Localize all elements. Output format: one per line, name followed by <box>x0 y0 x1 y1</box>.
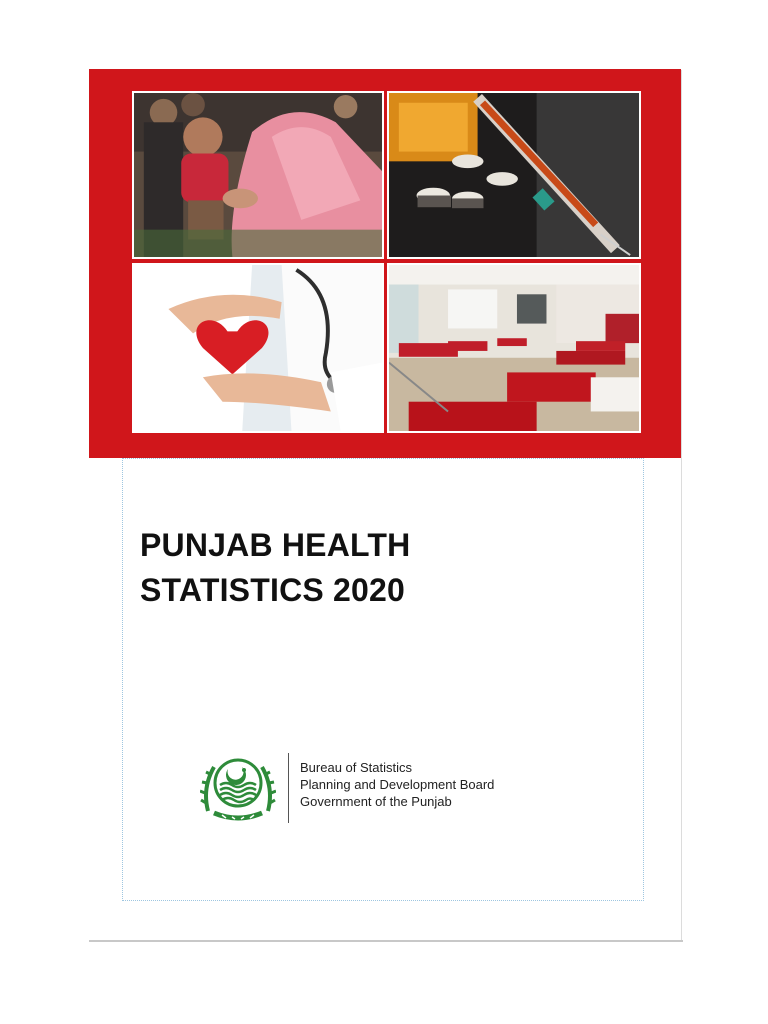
publisher-block <box>200 753 560 825</box>
page-bottom-rule <box>89 940 683 942</box>
doctor-hands-heart-photo <box>132 263 384 433</box>
report-title <box>140 523 600 613</box>
publisher-divider <box>288 753 289 823</box>
publisher-bureau: Bureau of Statistics <box>300 760 412 775</box>
photo-banner <box>89 69 681 458</box>
report-title-line-2: STATISTICS 2020 <box>140 572 405 608</box>
report-cover <box>89 69 681 941</box>
publisher-text <box>300 759 494 810</box>
publisher-government: Government of the Punjab <box>300 794 452 809</box>
report-title-line-1: PUNJAB HEALTH <box>140 527 411 563</box>
publisher-board: Planning and Development Board <box>300 777 495 792</box>
mother-child-vaccination-photo <box>132 91 384 259</box>
medicine-pills-syringe-photo <box>387 91 641 259</box>
hospital-ward-beds-photo <box>387 263 641 433</box>
punjab-government-emblem-icon <box>200 753 276 823</box>
